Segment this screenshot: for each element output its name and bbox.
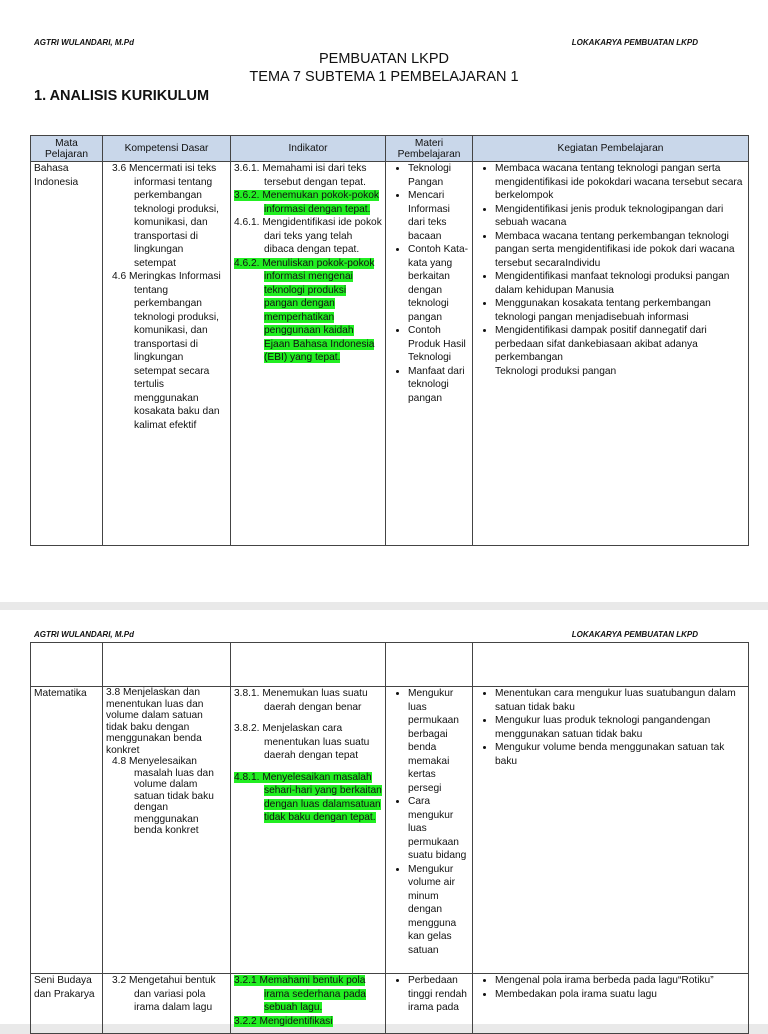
materi-item: • Mencari Informasi dari teks bacaan bbox=[408, 189, 469, 243]
materi-item: • Manfaat dari teknologi pangan bbox=[408, 365, 469, 406]
kegiatan-item: • Membaca wacana tentang perkembangan teknologi pangan serta mengidentifikasi ide pokok dari wacana tersebut secaraIndividu bbox=[495, 230, 745, 271]
materi-item: • Perbedaan tinggi rendah irama pada bbox=[408, 974, 469, 1015]
indicator-cell bbox=[231, 687, 386, 974]
column-header: Kegiatan Pembelajaran bbox=[473, 136, 749, 162]
subject-cell: Seni Budaya dan Prakarya bbox=[31, 974, 103, 1034]
kegiatan-cell bbox=[473, 162, 749, 546]
materi-cell bbox=[386, 687, 473, 974]
kegiatan-item: • Membaca wacana tentang teknologi pangan serta mengidentifikasi ide pokokdari wacana tersebut secara berkelompok bbox=[495, 162, 745, 203]
table-row bbox=[31, 974, 749, 1034]
header-author: AGTRI WULANDARI, M.Pd bbox=[34, 630, 134, 639]
indicator-cell bbox=[231, 162, 386, 546]
curriculum-table-continued bbox=[30, 642, 749, 1034]
document-title: PEMBUATAN LKPD bbox=[319, 51, 449, 67]
column-header: Indikator bbox=[231, 136, 386, 162]
header-event: LOKAKARYA PEMBUATAN LKPD bbox=[571, 38, 698, 47]
indicator-item: 3.6.1. Memahami isi dari teks tersebut dengan tepat. bbox=[234, 163, 367, 188]
indicator-item: 3.2.2 Mengidentifikasi bbox=[234, 1015, 333, 1027]
kegiatan-cell bbox=[473, 974, 749, 1034]
kd-item: 4.6 Meringkas Informasi tentang perkembangan teknologi produksi, komunikasi, dan transportasi di lingkungan setempat secara tertulis menggunakan kosakata baku dan kalimat efektif bbox=[112, 271, 221, 431]
kd-item: 3.6 Mencermati isi teks informasi tentang perkembangan teknologi produksi, komunikasi, dan transportasi di lingkungan setempat bbox=[112, 163, 219, 269]
table-row bbox=[31, 687, 749, 974]
table-row bbox=[31, 162, 749, 546]
section-heading: 1. ANALISIS KURIKULUM bbox=[34, 88, 210, 104]
kegiatan-item: • Membedakan pola irama suatu lagu bbox=[495, 988, 745, 1002]
kegiatan-tail: Teknologi produksi pangan bbox=[495, 365, 617, 377]
kegiatan-item: • Menentukan cara mengukur luas suatubangun dalam satuan tidak baku bbox=[495, 687, 745, 714]
indicator-cell bbox=[231, 974, 386, 1034]
materi-item: • Mengukur luas permukaan berbagai benda memakai kertas persegi bbox=[408, 687, 469, 795]
indicator-item: 3.6.2. Menemukan pokok-pokok informasi dengan tepat. bbox=[234, 190, 379, 215]
header-event: LOKAKARYA PEMBUATAN LKPD bbox=[571, 630, 698, 639]
kegiatan-item: • Mengenal pola irama berbeda pada lagu“Rotiku” bbox=[495, 974, 745, 988]
kegiatan-item: • Mengukur volume benda menggunakan satuan tak baku bbox=[495, 741, 745, 768]
indicator-item: 3.2.1 Memahami bentuk pola irama sederhana pada sebuah lagu. bbox=[234, 975, 366, 1013]
page-2 bbox=[0, 610, 768, 1027]
indicator-item: 3.8.1. Menemukan luas suatu daerah dengan benar bbox=[234, 688, 368, 713]
column-header: Mata Pelajaran bbox=[31, 136, 103, 162]
subject-cell: Matematika bbox=[31, 687, 103, 974]
materi-cell bbox=[386, 974, 473, 1034]
materi-item: • Cara mengukur luas permukaan suatu bidang bbox=[408, 795, 469, 863]
kd-item: 3.8 Menjelaskan dan menentukan luas dan volume dalam satuan tidak baku dengan menggunakan benda konkret bbox=[106, 687, 204, 756]
materi-item: • Contoh Produk Hasil Teknologi bbox=[408, 324, 469, 365]
kegiatan-cell bbox=[473, 687, 749, 974]
table-header-row bbox=[31, 136, 749, 162]
curriculum-table bbox=[30, 135, 749, 546]
subject-cell: Bahasa Indonesia bbox=[31, 162, 103, 546]
indicator-item: 4.8.1. Menyelesaikan masalah sehari-hari yang berkaitan dengan luas dalamsatuan tidak baku dengan tepat. bbox=[234, 771, 382, 823]
indicator-item: 4.6.2. Menuliskan pokok-pokok informasi mengenai teknologi produksi pangan dengan memperhatikan penggunaan kaidah Ejaan Bahasa Indonesia (EBI) yang tepat. bbox=[234, 257, 375, 363]
indicator-item: 3.8.2. Menjelaskan cara menentukan luas suatu daerah dengan tepat bbox=[234, 723, 370, 761]
kd-cell bbox=[103, 687, 231, 974]
table-header-row-empty bbox=[31, 643, 749, 687]
kegiatan-item: • Mengukur luas produk teknologi pangandengan menggunakan satuan tidak baku bbox=[495, 714, 745, 741]
kd-cell bbox=[103, 974, 231, 1034]
kd-item: 3.2 Mengetahui bentuk dan variasi pola irama dalam lagu bbox=[112, 975, 216, 1013]
materi-item: • Teknologi Pangan bbox=[408, 162, 469, 189]
column-header: Materi Pembelajaran bbox=[386, 136, 473, 162]
kegiatan-item: • Mengidentifikasi dampak positif dannegatif dari perbedaan sifat dankebiasaan akibat adanya perkembangan bbox=[495, 324, 745, 365]
document-subtitle: TEMA 7 SUBTEMA 1 PEMBELAJARAN 1 bbox=[249, 69, 519, 85]
materi-item: • Contoh Kata-kata yang berkaitan dengan teknologi pangan bbox=[408, 243, 469, 324]
header-author: AGTRI WULANDARI, M.Pd bbox=[34, 38, 134, 47]
kegiatan-item: • Mengidentifikasi jenis produk teknologipangan dari sebuah wacana bbox=[495, 203, 745, 230]
indicator-item: 4.6.1. Mengidentifikasi ide pokok dari teks yang telah dibaca dengan tepat. bbox=[234, 217, 382, 255]
materi-cell bbox=[386, 162, 473, 546]
kd-cell bbox=[103, 162, 231, 546]
materi-item: • Mengukur volume air minum dengan mengguna kan gelas satuan bbox=[408, 863, 469, 958]
kegiatan-item: • Mengidentifikasi manfaat teknologi produksi pangan dalam kehidupan Manusia bbox=[495, 270, 745, 297]
kegiatan-item: • Menggunakan kosakata tentang perkembangan teknologi pangan menjadisebuah informasi bbox=[495, 297, 745, 324]
kd-item: 4.8 Menyelesaikan masalah luas dan volume dalam satuan tidak baku dengan menggunakan benda konkret bbox=[112, 756, 214, 836]
column-header: Kompetensi Dasar bbox=[103, 136, 231, 162]
